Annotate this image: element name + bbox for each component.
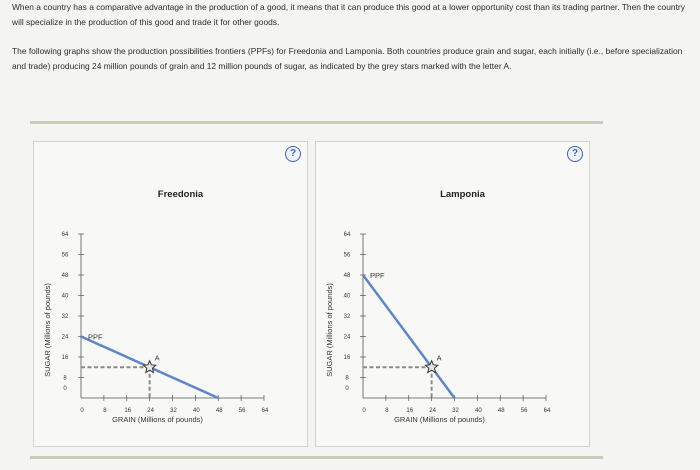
chart-1-x-tick-label: 64: [543, 408, 551, 414]
chart-1-point-label: A: [436, 353, 442, 363]
chart-1-title: Lamponia: [440, 189, 485, 200]
chart-1-x-tick-label: 32: [452, 408, 459, 414]
chart-0-y-tick-label: 64: [61, 232, 69, 238]
chart-0-x-tick-label: 16: [124, 408, 132, 414]
intro-paragraph-ppf-description: The following graphs show the production possibilities frontiers (PPFs) for Freedonia and Lamponia. Both countries produce grain and sugar, each initially (i.e., before specialization and trade) producing 24 million pounds of grain and 12 million pounds of sugar, as indicated by the grey stars marked with the letter A.: [12, 46, 683, 71]
chart-1-y-tick-label: 48: [343, 273, 351, 279]
lamponia-graph-panel: [315, 141, 590, 447]
chart-0-point-label: A: [154, 353, 160, 363]
lamponia-ppf-chart[interactable]: [316, 142, 589, 446]
chart-0-y-tick-label: 40: [61, 293, 69, 300]
divider-bottom: [30, 456, 603, 459]
chart-1-y-tick-label: 56: [343, 252, 351, 259]
chart-0-y-tick-label: 24: [61, 334, 69, 341]
chart-0-x-tick-label: 24: [147, 408, 154, 414]
chart-0-x-tick-label: 40: [193, 408, 200, 414]
chart-1-y-tick-label: 32: [343, 314, 351, 320]
chart-1-x-tick-label: 56: [520, 408, 528, 414]
chart-0-point-star[interactable]: [143, 361, 155, 373]
chart-1-x-tick-label: 0: [362, 408, 366, 414]
chart-0-x-tick-label: 56: [238, 408, 246, 414]
chart-0-x-tick-label: 32: [170, 408, 177, 414]
chart-1-x-tick-label: 24: [429, 408, 436, 414]
chart-0-ppf-label: PPF: [88, 332, 103, 342]
chart-1-x-tick-label: 48: [497, 408, 505, 414]
chart-1-y-tick-label: 8: [345, 375, 349, 382]
chart-0-title: Freedonia: [157, 189, 204, 200]
chart-0-y-tick-label: 16: [61, 355, 69, 361]
chart-1-ppf-label: PPF: [370, 271, 385, 280]
chart-0-x-tick-label: 0: [80, 408, 84, 414]
chart-1-y-tick-label: 16: [343, 355, 351, 361]
question-circle-icon[interactable]: ?: [567, 146, 583, 162]
freedonia-graph-panel: [33, 141, 308, 447]
chart-0-y-tick-label: 8: [63, 375, 67, 382]
chart-0-x-tick-label: 48: [215, 408, 223, 414]
divider-top: [30, 121, 603, 124]
chart-0-x-axis-label: GRAIN (Millions of pounds): [112, 415, 203, 424]
chart-0-y-tick-label: 56: [61, 252, 69, 259]
chart-0-y-axis-label: SUGAR (Millions of pounds): [43, 283, 52, 377]
chart-1-y-tick-label: 0: [345, 386, 349, 392]
chart-1-y-tick-label: 64: [343, 232, 351, 238]
chart-1-x-tick-label: 40: [475, 408, 482, 414]
intro-paragraph-comparative-advantage: When a country has a comparative advantage in the production of a good, it means that it can produce this good at a lower opportunity cost than its trading partner. Then the country will specialize in the production of this good and trade it for other goods.: [12, 2, 685, 27]
question-circle-icon[interactable]: ?: [285, 146, 301, 162]
chart-1-x-tick-label: 8: [385, 408, 389, 414]
chart-0-x-tick-label: 8: [103, 408, 107, 414]
chart-0-y-tick-label: 0: [63, 386, 67, 392]
chart-0-y-tick-label: 48: [61, 273, 69, 279]
chart-1-x-tick-label: 16: [406, 408, 414, 414]
freedonia-ppf-chart[interactable]: [34, 142, 307, 446]
chart-1-y-axis-label: SUGAR (Millions of pounds): [325, 283, 334, 377]
chart-1-ppf-line[interactable]: [363, 275, 455, 398]
chart-1-y-tick-label: 24: [343, 334, 351, 341]
chart-0-y-tick-label: 32: [61, 314, 69, 320]
chart-1-y-tick-label: 40: [343, 293, 351, 300]
chart-0-x-tick-label: 64: [261, 408, 269, 414]
chart-1-x-axis-label: GRAIN (Millions of pounds): [394, 415, 485, 424]
